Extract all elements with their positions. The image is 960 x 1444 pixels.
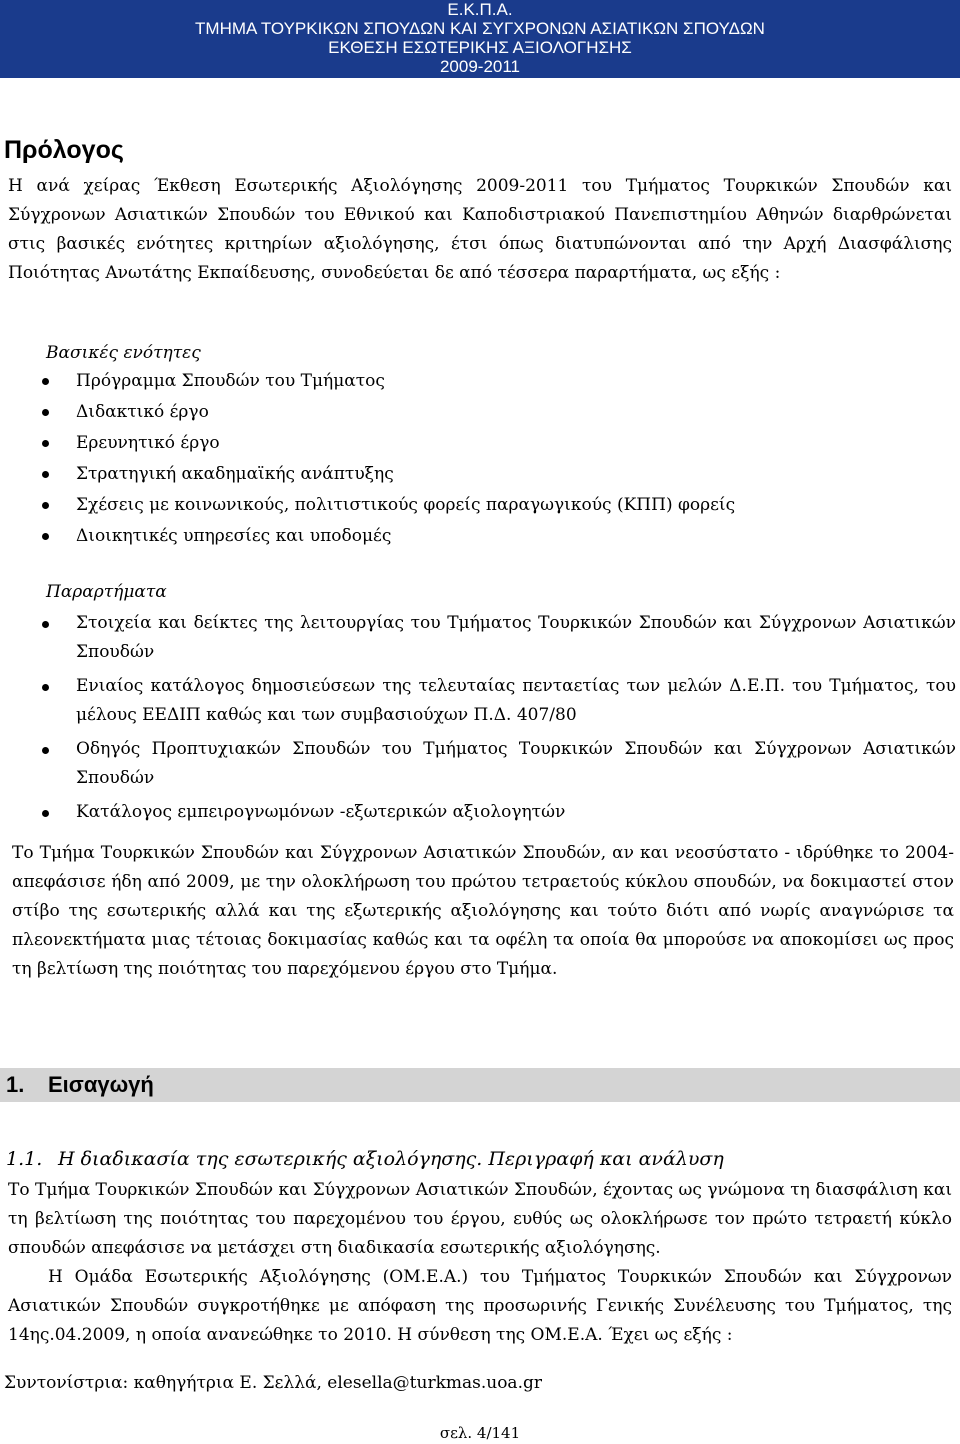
list-item: Στρατηγική ακαδημαϊκής ανάπτυξης [40, 459, 956, 490]
list-item: Διδακτικό έργο [40, 397, 956, 428]
sections-label: Βασικές ενότητες [46, 343, 201, 363]
list-item: Ερευνητικό έργο [40, 428, 956, 459]
section-1-1-number: 1.1. [6, 1148, 43, 1170]
list-item: Διοικητικές υπηρεσίες και υποδομές [40, 521, 956, 552]
list-item: Σχέσεις με κοινωνικούς, πολιτιστικούς φορείς παραγωγικούς (ΚΠΠ) φορείς [40, 490, 956, 521]
list-item: Στοιχεία και δείκτες της λειτουργίας του Τμήματος Τουρκικών Σπουδών και Σύγχρονων Ασιατικών Σπουδών [40, 609, 956, 667]
section-1-heading [0, 1068, 960, 1102]
list-item: Πρόγραμμα Σπουδών του Τμήματος [40, 366, 956, 397]
sections-list [40, 366, 956, 552]
list-item: Ενιαίος κατάλογος δημοσιεύσεων της τελευταίας πενταετίας των μελών Δ.Ε.Π. του Τμήματος, του μέλους ΕΕΔΙΠ καθώς και των συμβασιούχων Π.Δ. 407/80 [40, 672, 956, 730]
section-1-1-title: Η διαδικασία της εσωτερικής αξιολόγησης. Περιγραφή και ανάλυση [58, 1148, 724, 1170]
page-number: σελ. 4/141 [439, 1424, 521, 1442]
section-1-1-para-1: Το Τμήμα Τουρκικών Σπουδών και Σύγχρονων Ασιατικών Σπουδών, έχοντας ως γνώμονα τη διασφάλιση και τη βελτίωση της ποιότητας του παρεχομένου του έργου, ευθύς ως ολοκλήρωσε τον πρώτο τετραετή κύκλο σπουδών απεφάσισε να μετάσχει στη διαδικασία εσωτερικής αξιολόγησης. [8, 1180, 952, 1258]
header-department: ΤΜΗΜΑ ΤΟΥΡΚΙΚΩΝ ΣΠΟΥΔΩΝ ΚΑΙ ΣΥΓΧΡΟΝΩΝ ΑΣΙΑΤΙΚΩΝ ΣΠΟΥΔΩΝ [195, 19, 765, 38]
section-1-1-heading [6, 1146, 724, 1172]
appendices-list [40, 609, 956, 832]
section-1-title: Εισαγωγή [48, 1072, 154, 1097]
header-institution: Ε.Κ.Π.Α. [447, 0, 513, 19]
section-1-1-para-2: Η Ομάδα Εσωτερικής Αξιολόγησης (ΟΜ.Ε.Α.) του Τμήματος Τουρκικών Σπουδών και Σύγχρονων Ασιατικών Σπουδών συγκροτήθηκε με απόφαση της προσωρινής Γενικής Συνέλευσης του Τμήματος, της 14ης.04.2009, η οποία ανανεώθηκε το 2010. Η σύνθεση της ΟΜ.Ε.Α. Έχει ως εξής : [8, 1267, 952, 1345]
prologue-closing: Το Τμήμα Τουρκικών Σπουδών και Σύγχρονων Ασιατικών Σπουδών, αν και νεοσύστατο - ιδρύθηκε το 2004- απεφάσισε ήδη από 2009, με την ολοκλήρωση του πρώτου τετραετούς κύκλου σπουδών, να δοκιμαστεί στον στίβο της εσωτερικής αλλά και της εξωτερικής αξιολόγησης και τούτο διότι από νωρίς αναγνώρισε τα πλεονεκτήματα μιας τέτοιας δοκιμασίας καθώς και τα οφέλη τα οποία θα μπορούσε να αποκομίσει ως προς τη βελτίωση της ποιότητας του παρεχόμενου έργου στο Τμήμα. [12, 843, 954, 979]
list-item: Οδηγός Προπτυχιακών Σπουδών του Τμήματος Τουρκικών Σπουδών και Σύγχρονων Ασιατικών Σπουδών [40, 735, 956, 793]
header-report-title: ΕΚΘΕΣΗ ΕΣΩΤΕΡΙΚΗΣ ΑΞΙΟΛΟΓΗΣΗΣ [328, 38, 632, 57]
coordinator-line: Συντονίστρια: καθηγήτρια Ε. Σελλά, elesella@turkmas.uoa.gr [4, 1373, 542, 1393]
appendices-label: Παραρτήματα [46, 582, 167, 602]
prologue-heading: Πρόλογος [4, 136, 124, 164]
document-header [0, 0, 960, 78]
header-period: 2009-2011 [439, 57, 521, 76]
section-1-number: 1. [6, 1072, 25, 1097]
list-item: Κατάλογος εμπειρογνωμόνων -εξωτερικών αξιολογητών [40, 798, 956, 827]
prologue-intro: Η ανά χείρας Έκθεση Εσωτερικής Αξιολόγησης 2009-2011 του Τμήματος Τουρκικών Σπουδών και Σύγχρονων Ασιατικών Σπουδών του Εθνικού και Καποδιστριακού Πανεπιστημίου Αθηνών διαρθρώνεται στις βασικές ενότητες κριτηρίων αξιολόγησης, έτσι όπως διατυπώνονται από την Αρχή Διασφάλισης Ποιότητας Ανωτάτης Εκπαίδευσης, συνοδεύεται δε από τέσσερα παραρτήματα, ως εξής : [8, 176, 952, 283]
